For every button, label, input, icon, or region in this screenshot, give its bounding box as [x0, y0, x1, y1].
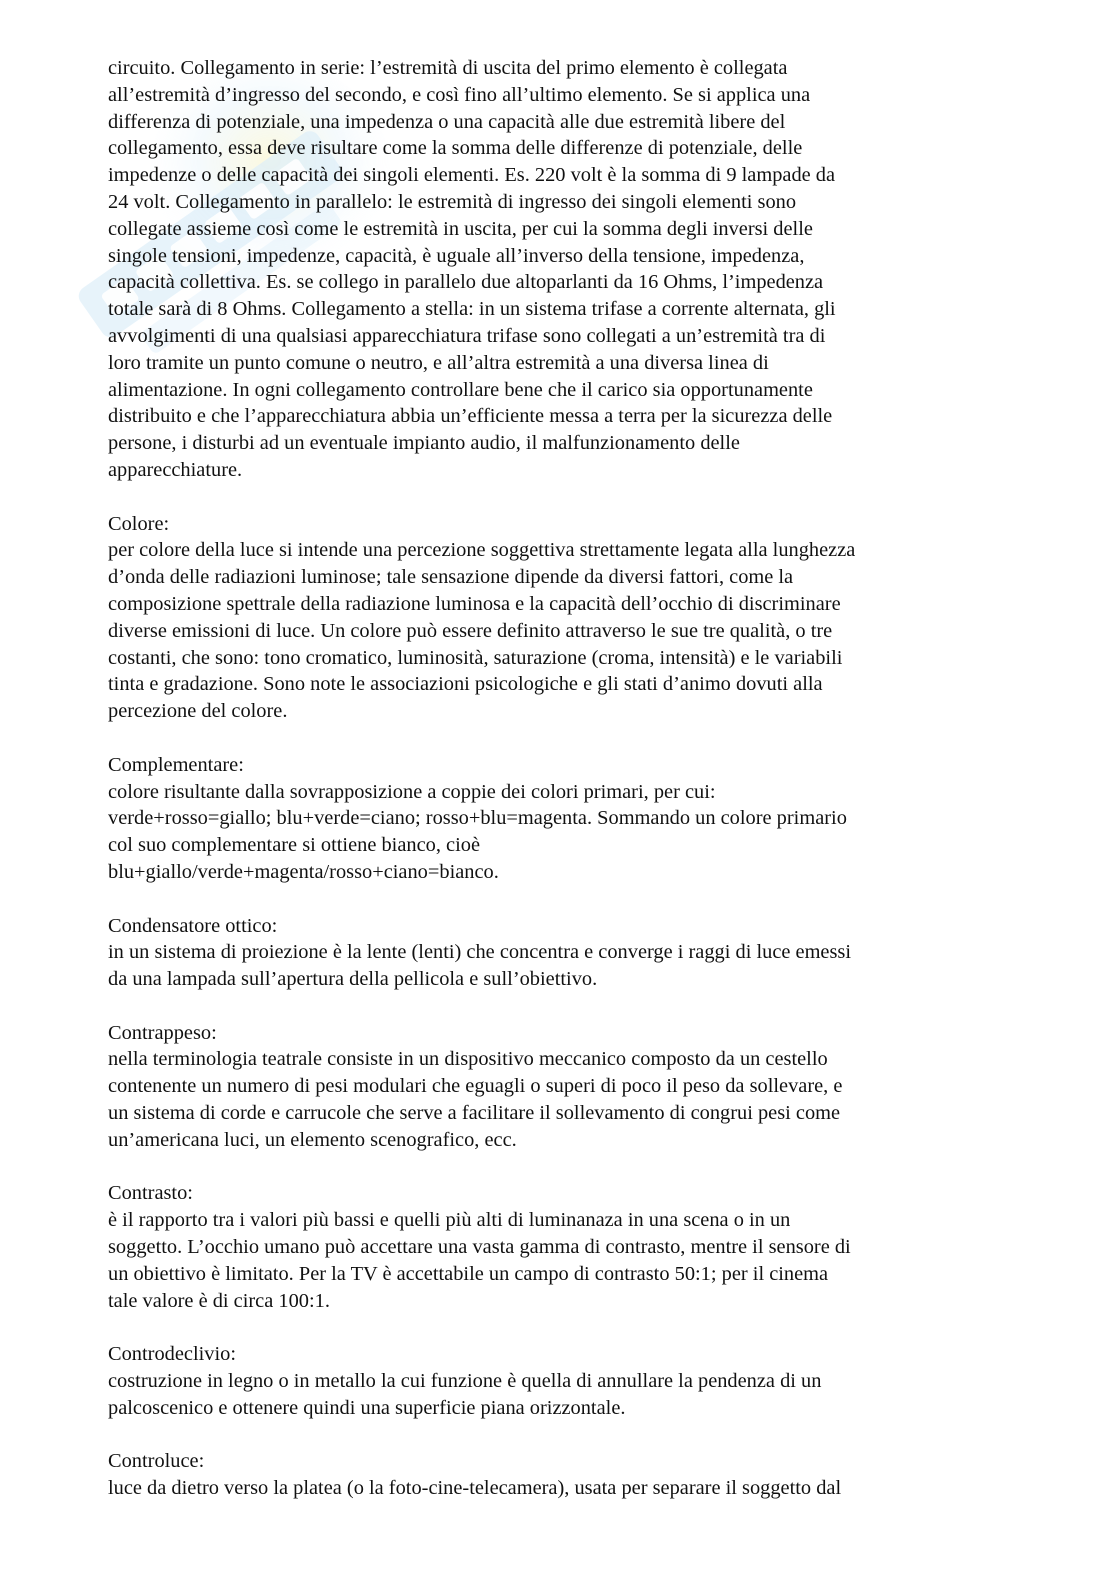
intro-paragraph [108, 55, 1008, 484]
document-body [108, 55, 1008, 1529]
text-line: soggetto. L’occhio umano può accettare una vasta gamma di contrasto, mentre il sensore di [108, 1236, 851, 1259]
text-line: d’onda delle radiazioni luminose; tale sensazione dipende da diversi fattori, come la [108, 566, 794, 589]
text-line: in un sistema di proiezione è la lente (lenti) che concentra e converge i raggi di luce emessi [108, 941, 852, 964]
text-line: distribuito e che l’apparecchiatura abbia un’efficiente messa a terra per la sicurezza delle [108, 405, 833, 428]
entry-controluce [108, 1448, 1008, 1502]
text-line: totale sarà di 8 Ohms. Collegamento a stella: in un sistema trifase a corrente alternata, gli [108, 298, 836, 321]
text-line: singole tensioni, impedenze, capacità, è uguale all’inverso della tensione, impedenza, [108, 244, 805, 267]
text-line: col suo complementare si ottiene bianco, cioè [108, 834, 480, 857]
entry-term: Condensatore ottico: [108, 914, 278, 937]
entry-term: Contrappeso: [108, 1021, 217, 1044]
text-line: è il rapporto tra i valori più bassi e quelli più alti di luminanaza in una scena o in un [108, 1209, 791, 1232]
text-line: circuito. Collegamento in serie: l’estremità di uscita del primo elemento è collegata [108, 57, 788, 79]
text-line: un sistema di corde e carrucole che serve a facilitare il sollevamento di congrui pesi come [108, 1102, 841, 1125]
entry-contrasto [108, 1180, 1008, 1314]
text-line: da una lampada sull’apertura della pellicola e sull’obiettivo. [108, 968, 598, 991]
text-line: verde+rosso=giallo; blu+verde=ciano; rosso+blu=magenta. Sommando un colore primario [108, 807, 847, 830]
text-line: persone, i disturbi ad un eventuale impianto audio, il malfunzionamento delle [108, 432, 740, 455]
entry-condensatore-ottico [108, 913, 1008, 993]
entry-contrappeso [108, 1020, 1008, 1154]
text-line: apparecchiature. [108, 458, 243, 481]
text-line: loro tramite un punto comune o neutro, e all’altra estremità a una diversa linea di [108, 351, 769, 374]
entry-term: Controdeclivio: [108, 1343, 236, 1366]
entry-colore [108, 511, 1008, 725]
text-line: tinta e gradazione. Sono note le associazioni psicologiche e gli stati d’animo dovuti alla [108, 673, 823, 696]
text-line: collegamento, essa deve risultare come la somma delle differenze di potenziale, delle [108, 137, 803, 160]
text-line: 24 volt. Collegamento in parallelo: le estremità di ingresso dei singoli elementi sono [108, 190, 797, 213]
text-line: un obiettivo è limitato. Per la TV è accettabile un campo di contrasto 50:1; per il cinema [108, 1262, 829, 1285]
text-line: differenza di potenziale, una impedenza o una capacità alle due estremità libere del [108, 110, 786, 133]
text-line: avvolgimenti di una qualsiasi apparecchiatura trifase sono collegati a un’estremità tra di [108, 324, 826, 347]
entry-term: Complementare: [108, 753, 244, 776]
text-line: per colore della luce si intende una percezione soggettiva strettamente legata alla lunghezza [108, 539, 856, 562]
text-line: diverse emissioni di luce. Un colore può essere definito attraverso le sue tre qualità, o tre [108, 619, 833, 642]
text-line: un’americana luci, un elemento scenografico, ecc. [108, 1128, 517, 1151]
text-line: colore risultante dalla sovrapposizione a coppie dei colori primari, per cui: [108, 780, 716, 803]
entry-term: Controluce: [108, 1450, 205, 1473]
text-line: palcoscenico e ottenere quindi una superficie piana orizzontale. [108, 1396, 626, 1419]
text-line: capacità collettiva. Es. se collego in parallelo due altoparlanti da 16 Ohms, l’impedenza [108, 271, 824, 294]
entry-controdeclivio [108, 1341, 1008, 1421]
text-line: composizione spettrale della radiazione luminosa e la capacità dell’occhio di discriminare [108, 592, 841, 615]
text-line: luce da dietro verso la platea (o la foto-cine-telecamera), usata per separare il soggetto dal [108, 1477, 842, 1500]
text-line: blu+giallo/verde+magenta/rosso+ciano=bianco. [108, 860, 499, 883]
text-line: alimentazione. In ogni collegamento controllare bene che il carico sia opportunamente [108, 378, 813, 401]
text-line: nella terminologia teatrale consiste in un dispositivo meccanico composto da un cestello [108, 1048, 828, 1071]
text-line: impedenze o delle capacità dei singoli elementi. Es. 220 volt è la somma di 9 lampade da [108, 164, 836, 187]
entry-term: Colore: [108, 512, 170, 535]
entry-term: Contrasto: [108, 1182, 193, 1205]
entry-complementare [108, 752, 1008, 886]
text-line: costruzione in legno o in metallo la cui funzione è quella di annullare la pendenza di un [108, 1370, 822, 1393]
text-line: contenente un numero di pesi modulari che eguagli o superi di poco il peso da sollevare, e [108, 1075, 843, 1098]
text-line: costanti, che sono: tono cromatico, luminosità, saturazione (croma, intensità) e le variabili [108, 646, 843, 669]
text-line: percezione del colore. [108, 700, 288, 723]
text-line: tale valore è di circa 100:1. [108, 1289, 330, 1312]
text-line: all’estremità d’ingresso del secondo, e così fino all’ultimo elemento. Se si applica una [108, 83, 811, 106]
text-line: collegate assieme così come le estremità in uscita, per cui la somma degli inversi delle [108, 217, 813, 240]
